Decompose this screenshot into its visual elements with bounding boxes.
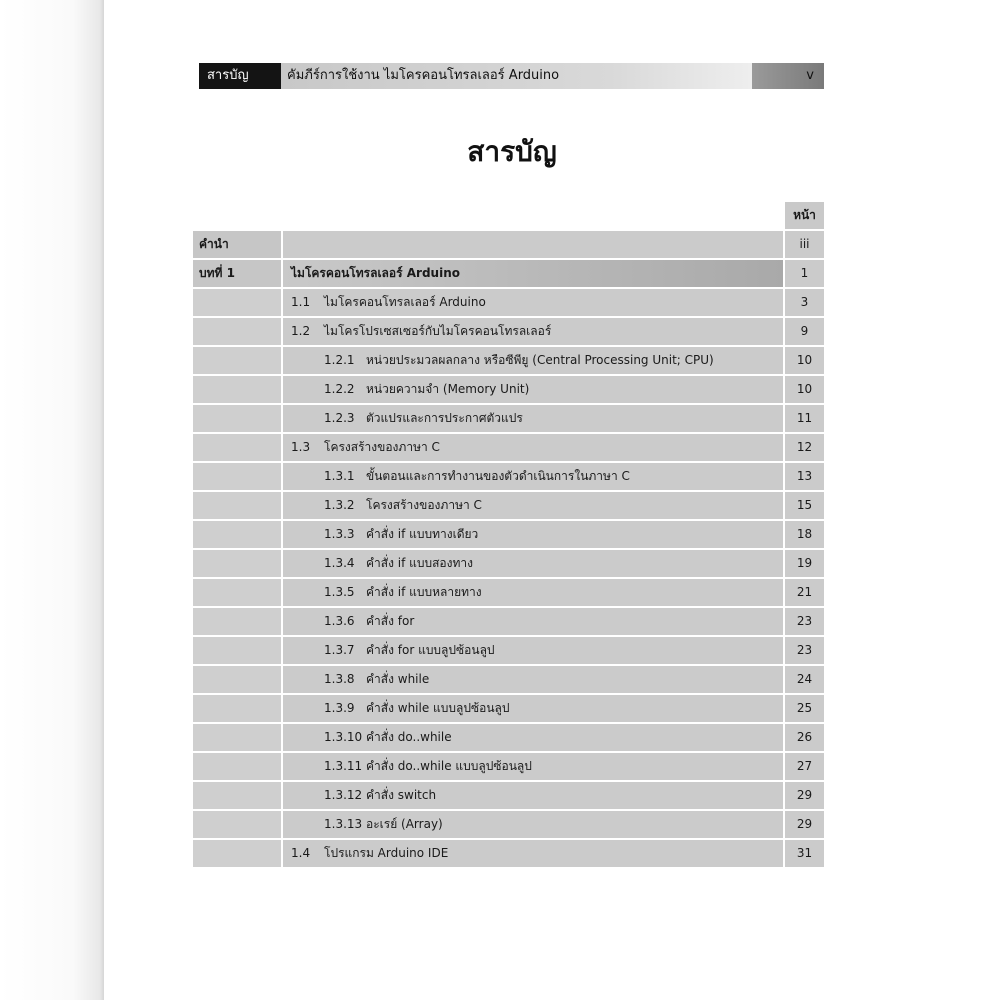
toc-row[interactable] (193, 579, 824, 606)
toc-row[interactable] (193, 753, 824, 780)
toc-page-number: 9 (785, 318, 824, 345)
toc-section-number: 1.3 (291, 440, 311, 454)
toc-row[interactable] (193, 231, 824, 258)
toc-section-number: 1.2 (291, 324, 311, 338)
toc-page-number: 31 (785, 840, 824, 867)
toc-row[interactable] (193, 695, 824, 722)
header-section-label: สารบัญ (199, 63, 281, 89)
toc-page-number: 11 (785, 405, 824, 432)
toc-chapter-label: คำนำ (193, 231, 281, 258)
toc-entry-text: คำสั่ง while (366, 672, 430, 686)
toc-entry-text: ไมโครคอนโทรลเลอร์ Arduino (324, 295, 486, 309)
toc-page-number: 3 (785, 289, 824, 316)
toc-section-number: 1.4 (291, 846, 311, 860)
toc-chapter-label: บทที่ 1 (193, 260, 281, 287)
toc-entry-text (283, 231, 783, 258)
toc-entry-text: โครงสร้างของภาษา C (324, 440, 440, 454)
header-page-number: v (752, 63, 824, 89)
toc-section-number: 1.3.4 (324, 556, 355, 570)
toc-page-number: 23 (785, 637, 824, 664)
toc-section-number: 1.3.7 (324, 643, 355, 657)
toc-section-number: 1.3.6 (324, 614, 355, 628)
toc-entry-text: ไมโครคอนโทรลเลอร์ Arduino (283, 260, 783, 287)
toc-section-number: 1.3.1 (324, 469, 355, 483)
toc-row[interactable] (193, 318, 824, 345)
toc-section-number: 1.3.12 (324, 788, 363, 802)
toc-entry-text: คำสั่ง while แบบลูปซ้อนลูป (366, 701, 510, 715)
toc-entry-text: คำสั่ง if แบบทางเดียว (366, 527, 479, 541)
toc-page-number: 29 (785, 782, 824, 809)
toc-section-number: 1.3.10 (324, 730, 363, 744)
toc-entry-text: ขั้นตอนและการทำงานของตัวดำเนินการในภาษา C (366, 469, 630, 483)
toc-section-number: 1.2.3 (324, 411, 355, 425)
running-header (199, 63, 824, 89)
toc-row[interactable] (193, 782, 824, 809)
toc-header-row (193, 202, 824, 229)
toc-entry-text: คำสั่ง do..while (366, 730, 452, 744)
toc-section-number: 1.1 (291, 295, 311, 309)
toc-entry-text: คำสั่ง switch (366, 788, 437, 802)
toc-page-number: iii (785, 231, 824, 258)
toc-page-number: 24 (785, 666, 824, 693)
toc-page-number: 13 (785, 463, 824, 490)
toc-row[interactable] (193, 550, 824, 577)
toc-section-number: 1.3.8 (324, 672, 355, 686)
toc-page-number: 27 (785, 753, 824, 780)
toc-row[interactable] (193, 666, 824, 693)
page-column-header: หน้า (785, 202, 824, 229)
toc-section-number: 1.2.2 (324, 382, 355, 396)
toc-entry-text: คำสั่ง if แบบสองทาง (366, 556, 474, 570)
toc-row[interactable] (193, 492, 824, 519)
toc-row[interactable] (193, 463, 824, 490)
toc-entry-text: คำสั่ง do..while แบบลูปซ้อนลูป (366, 759, 532, 773)
toc-section-number: 1.3.11 (324, 759, 363, 773)
toc-row[interactable] (193, 608, 824, 635)
toc-page-number: 29 (785, 811, 824, 838)
toc-row[interactable] (193, 637, 824, 664)
toc-page-number: 23 (785, 608, 824, 635)
toc-entry-text: ไมโครโปรเซสเซอร์กับไมโครคอนโทรลเลอร์ (324, 324, 552, 338)
toc-section-number: 1.3.2 (324, 498, 355, 512)
toc-row[interactable] (193, 260, 824, 287)
toc-entry-text: คำสั่ง for แบบลูปซ้อนลูป (366, 643, 495, 657)
header-book-title: คัมภีร์การใช้งาน ไมโครคอนโทรลเลอร์ Arduino (281, 63, 752, 89)
toc-page-number: 21 (785, 579, 824, 606)
toc-row[interactable] (193, 434, 824, 461)
toc-section-number: 1.3.13 (324, 817, 363, 831)
toc-page-number: 26 (785, 724, 824, 751)
toc-row[interactable] (193, 840, 824, 867)
toc-page-number: 10 (785, 376, 824, 403)
page-title: สารบัญ (467, 135, 557, 168)
toc-row[interactable] (193, 811, 824, 838)
toc-page-number: 12 (785, 434, 824, 461)
toc-section-number: 1.3.3 (324, 527, 355, 541)
toc-entry-text: โปรแกรม Arduino IDE (324, 846, 449, 860)
toc-page-number: 1 (785, 260, 824, 287)
toc-entry-text: คำสั่ง for (366, 614, 415, 628)
toc-section-number: 1.3.5 (324, 585, 355, 599)
toc-entry-text: โครงสร้างของภาษา C (366, 498, 482, 512)
toc-row[interactable] (193, 521, 824, 548)
toc-page-number: 18 (785, 521, 824, 548)
toc-page-number: 19 (785, 550, 824, 577)
toc-row[interactable] (193, 724, 824, 751)
toc-page-number: 10 (785, 347, 824, 374)
toc-page-number: 15 (785, 492, 824, 519)
toc-row[interactable] (193, 347, 824, 374)
toc-section-number: 1.3.9 (324, 701, 355, 715)
toc-row[interactable] (193, 289, 824, 316)
toc-row[interactable] (193, 376, 824, 403)
table-of-contents (193, 202, 824, 867)
toc-section-number: 1.2.1 (324, 353, 355, 367)
toc-entry-text: คำสั่ง if แบบหลายทาง (366, 585, 482, 599)
toc-entry-text: หน่วยความจำ (Memory Unit) (366, 382, 530, 396)
toc-page-number: 25 (785, 695, 824, 722)
toc-entry-text: หน่วยประมวลผลกลาง หรือซีพียู (Central Processing Unit; CPU) (366, 353, 714, 367)
toc-entry-text: อะเรย์ (Array) (366, 817, 443, 831)
toc-row[interactable] (193, 405, 824, 432)
toc-entry-text: ตัวแปรและการประกาศตัวแปร (366, 411, 523, 425)
